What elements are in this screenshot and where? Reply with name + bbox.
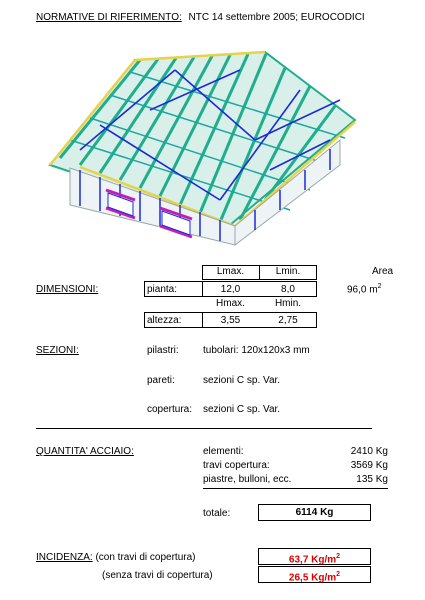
dimensioni-title: DIMENSIONI: (36, 284, 99, 295)
incidenza-con-exp: 2 (336, 553, 341, 560)
col-lmax: Lmax. (216, 266, 245, 277)
sezioni-pilastri-label: pilastri: (147, 345, 179, 356)
incidenza-senza-value (258, 566, 371, 583)
incidenza-con-label: (con travi di copertura) (95, 552, 196, 563)
incidenza-con-number: 63,7 Kg/m (288, 554, 337, 566)
piastre-value: 135 Kg (356, 474, 388, 485)
incidenza-title: INCIDENZA: (36, 552, 93, 563)
col-hmax: Hmax. (216, 298, 245, 309)
normative-value: NTC 14 settembre 2005; EUROCODICI (188, 12, 365, 23)
altezza-label: altezza: (147, 315, 182, 326)
sezioni-title: SEZIONI: (36, 345, 79, 356)
altezza-hmax: 3,55 (220, 315, 241, 326)
col-hmin: Hmin. (274, 298, 302, 309)
sezioni-pilastri-value: tubolari: 120x120x3 mm (203, 345, 310, 356)
totale-value: 6114 Kg (258, 504, 371, 521)
incidenza-senza-label: (senza travi di copertura) (102, 570, 213, 581)
travi-copertura-label: travi copertura: (203, 460, 270, 471)
totale-label: totale: (203, 508, 231, 519)
totale-rule (203, 488, 388, 489)
pianta-lmin: 8,0 (281, 284, 295, 295)
section-divider (36, 428, 372, 429)
pianta-label: pianta: (147, 284, 178, 295)
normative-label: NORMATIVE DI RIFERIMENTO: (36, 12, 182, 23)
col-area: Area (372, 266, 394, 277)
incidenza-con-row (36, 552, 196, 563)
area-number: 96,0 m (347, 284, 378, 296)
sezioni-copertura-label: copertura: (147, 404, 193, 415)
acciaio-title: QUANTITA' ACCIAIO: (36, 446, 134, 457)
area-exp: 2 (377, 283, 382, 290)
sezioni-pareti-value: sezioni C sp. Var. (203, 375, 281, 386)
travi-copertura-value: 3569 Kg (350, 460, 388, 471)
elementi-value: 2410 Kg (350, 446, 388, 457)
elementi-label: elementi: (203, 446, 244, 457)
sezioni-pareti-label: pareti: (147, 375, 175, 386)
piastre-label: piastre, bulloni, ecc. (203, 474, 292, 485)
altezza-hmin: 2,75 (278, 315, 298, 326)
sezioni-copertura-value: sezioni C sp. Var. (203, 404, 281, 415)
steel-frame-3d-image (40, 30, 370, 250)
col-lmin: Lmin. (275, 266, 301, 277)
incidenza-senza-number: 26,5 Kg/m (288, 572, 337, 584)
normative-header (36, 12, 365, 23)
pianta-lmax: 12,0 (220, 284, 241, 295)
incidenza-senza-exp: 2 (336, 571, 341, 578)
area-value (347, 283, 381, 295)
incidenza-con-value (258, 548, 371, 565)
